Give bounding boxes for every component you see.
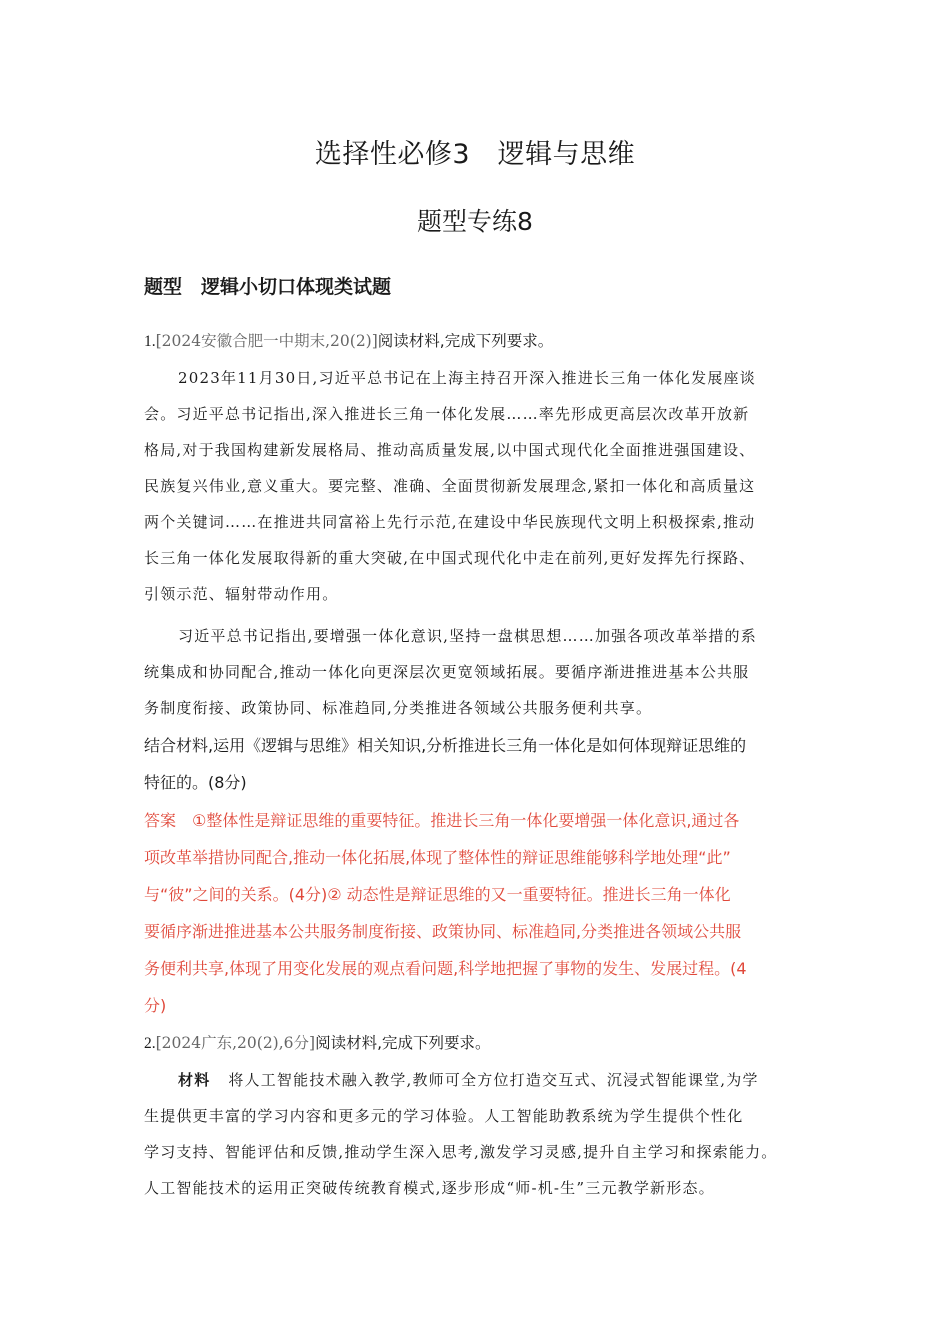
q2-material-line: 生提供更丰富的学习内容和更多元的学习体验。人工智能助教系统为学生提供个性化 [144, 1107, 744, 1125]
q1-prompt-line: 特征的。(8分) [144, 773, 247, 792]
q1-material-line: 两个关键词……在推进共同富裕上先行示范,在建设中华民族现代文明上积极探索,推动 [144, 513, 756, 531]
question-1-header [144, 329, 814, 351]
q1-answer-line: 务便利共享,体现了用变化发展的观点看问题,科学地把握了事物的发生、发展过程。(4 [144, 959, 747, 978]
question-2-source: [2024广东,20(2),6分] [155, 1034, 316, 1052]
q2-material-line [178, 1069, 848, 1090]
q1-answer-line: 答案 ①整体性是辩证思维的重要特征。推进长三角一体化要增强一体化意识,通过各 [144, 811, 740, 830]
page-title: 选择性必修3 逻辑与思维 [314, 139, 636, 170]
question-1-source: [2024安徽合肥一中期末,20(2)] [155, 332, 378, 350]
q2-material-text: 将人工智能技术融入教学,教师可全方位打造交互式、沉浸式智能课堂,为学 [228, 1071, 759, 1089]
section-heading: 题型 逻辑小切口体现类试题 [144, 276, 392, 298]
q2-material-line: 人工智能技术的运用正突破传统教育模式,逐步形成“师-机-生”三元教学新形态。 [144, 1179, 715, 1197]
q1-material-line: 民族复兴伟业,意义重大。要完整、准确、全面贯彻新发展理念,紧扣一体化和高质量这 [144, 477, 756, 495]
q1-answer-line: 项改革举措协同配合,推动一体化拓展,体现了整体性的辩证思维能够科学地处理“此” [144, 848, 731, 867]
question-2-instruction: 阅读材料,完成下列要求。 [315, 1034, 491, 1052]
q1-material-line: 2023年11月30日,习近平总书记在上海主持召开深入推进长三角一体化发展座谈 [178, 369, 756, 387]
q1-answer-line: 要循序渐进推进基本公共服务制度衔接、政策协同、标准趋同,分类推进各领域公共服 [144, 922, 742, 941]
q1-answer-line: 分) [144, 996, 167, 1015]
q1-material-line: 习近平总书记指出,要增强一体化意识,坚持一盘棋思想……加强各项改革举措的系 [178, 627, 757, 645]
page-subtitle: 题型专练8 [417, 207, 533, 236]
q1-material-line: 格局,对于我国构建新发展格局、推动高质量发展,以中国式现代化全面推进强国建设、 [144, 441, 756, 459]
question-2-number: 2. [144, 1035, 156, 1052]
question-2-header [144, 1031, 814, 1053]
q1-prompt-line: 结合材料,运用《逻辑与思维》相关知识,分析推进长三角一体化是如何体现辩证思维的 [144, 736, 747, 755]
question-1-instruction: 阅读材料,完成下列要求。 [377, 332, 554, 350]
q1-material-line: 引领示范、辐射带动作用。 [144, 585, 339, 603]
q1-material-line: 会。习近平总书记指出,深入推进长三角一体化发展……率先形成更高层次改革开放新 [144, 405, 750, 423]
q1-material-line: 长三角一体化发展取得新的重大突破,在中国式现代化中走在前列,更好发挥先行探路、 [144, 549, 756, 567]
question-1-number: 1. [144, 333, 156, 350]
q2-material-label: 材料 [178, 1071, 211, 1089]
q2-material-line: 学习支持、智能评估和反馈,推动学生深入思考,激发学习灵感,提升自主学习和探索能力。 [144, 1143, 778, 1161]
q1-answer-line: 与“彼”之间的关系。(4分)② 动态性是辩证思维的又一重要特征。推进长三角一体化 [144, 885, 731, 904]
q1-material-line: 统集成和协同配合,推动一体化向更深层次更宽领域拓展。要循序渐进推进基本公共服 [144, 663, 750, 681]
q1-material-line: 务制度衔接、政策协同、标准趋同,分类推进各领域公共服务便利共享。 [144, 699, 653, 717]
